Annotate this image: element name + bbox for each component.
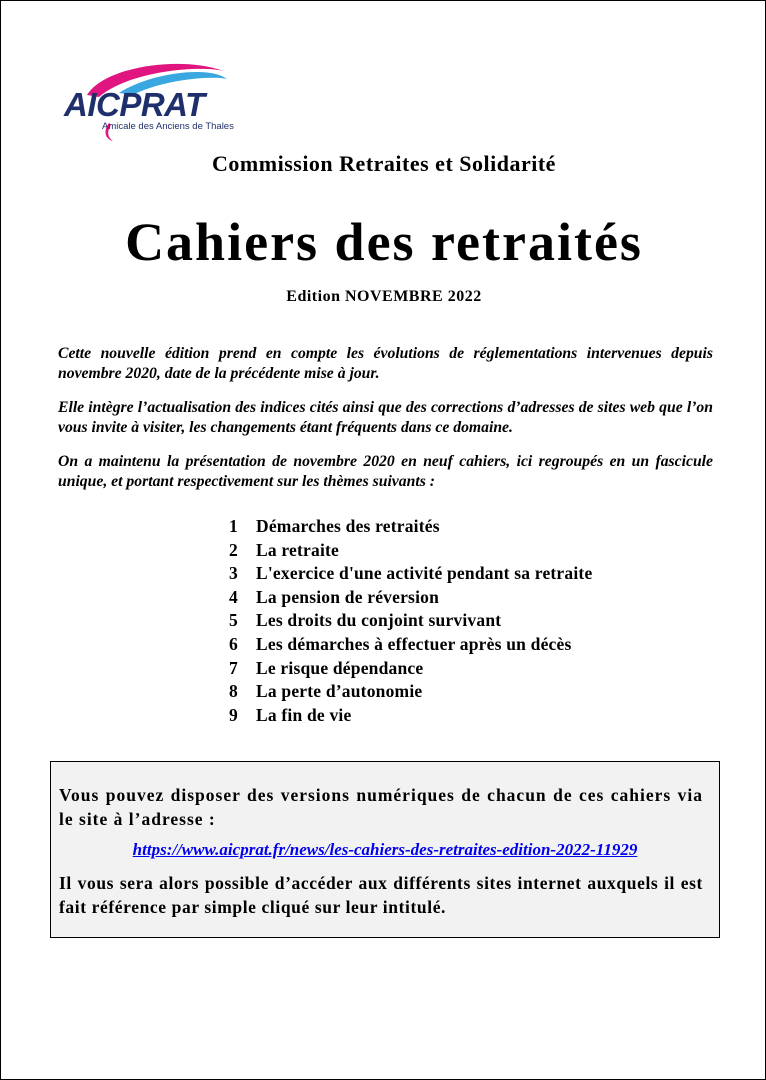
intro-paragraph-2: Elle intègre l’actualisation des indices cités ainsi que des corrections d’adresses de sites web que l’on vous invite à visiter, les changements étant fréquents dans ce domaine. — [58, 399, 713, 436]
theme-item — [229, 633, 592, 657]
theme-label: Les démarches à effectuer après un décès — [256, 633, 572, 654]
theme-number: 1 — [229, 516, 238, 536]
theme-number: 7 — [229, 657, 238, 678]
logo-subtitle: Amicale des Anciens de Thales — [102, 121, 234, 132]
theme-label: Démarches des retraités — [256, 516, 440, 536]
info-text-digital-versions: Vous pouvez disposer des versions numériques de chacun de ces cahiers via le site à l’adresse : — [59, 785, 703, 829]
themes-list — [229, 515, 592, 727]
commission-heading: Commission Retraites et Solidarité — [212, 151, 556, 176]
theme-number: 4 — [229, 586, 238, 607]
theme-item — [229, 657, 592, 681]
edition-label: Edition NOVEMBRE 2022 — [286, 288, 482, 305]
info-box — [50, 761, 720, 938]
theme-item — [229, 515, 592, 539]
theme-label: Le risque dépendance — [256, 657, 424, 678]
theme-item — [229, 609, 592, 633]
theme-label: Les droits du conjoint survivant — [256, 610, 502, 631]
intro-paragraph-3: On a maintenu la présentation de novembre 2020 en neuf cahiers, ici regroupés en un fascicule unique, et portant respectivement sur les thèmes suivants : — [58, 453, 713, 490]
theme-label: La fin de vie — [256, 704, 352, 725]
theme-number: 8 — [229, 681, 238, 702]
theme-number: 6 — [229, 633, 238, 654]
theme-item — [229, 704, 592, 728]
theme-number: 9 — [229, 704, 238, 725]
theme-item — [229, 680, 592, 704]
theme-number: 3 — [229, 563, 238, 584]
theme-label: L'exercice d'une activité pendant sa retraite — [256, 563, 593, 584]
page-title: Cahiers des retraités — [125, 212, 643, 272]
theme-number: 2 — [229, 539, 238, 560]
theme-item — [229, 562, 592, 586]
intro-paragraph-1: Cette nouvelle édition prend en compte les évolutions de réglementations intervenues depuis novembre 2020, date de la précédente mise à jour. — [58, 345, 713, 382]
info-text-access-sites: Il vous sera alors possible d’accéder aux différents sites internet auxquels il est fait référence par simple cliqué sur leur intitulé. — [59, 873, 703, 917]
theme-number: 5 — [229, 610, 238, 631]
intro-text — [58, 344, 713, 506]
cahiers-download-link[interactable]: https://www.aicprat.fr/news/les-cahiers-des-retraites-edition-2022-11929 — [132, 840, 638, 859]
theme-label: La perte d’autonomie — [256, 681, 423, 702]
logo-name: AICPRAT — [64, 86, 205, 123]
theme-item — [229, 586, 592, 610]
theme-item — [229, 539, 592, 563]
theme-label: La pension de réversion — [256, 586, 440, 607]
theme-label: La retraite — [256, 539, 340, 560]
aicprat-logo — [59, 57, 244, 147]
